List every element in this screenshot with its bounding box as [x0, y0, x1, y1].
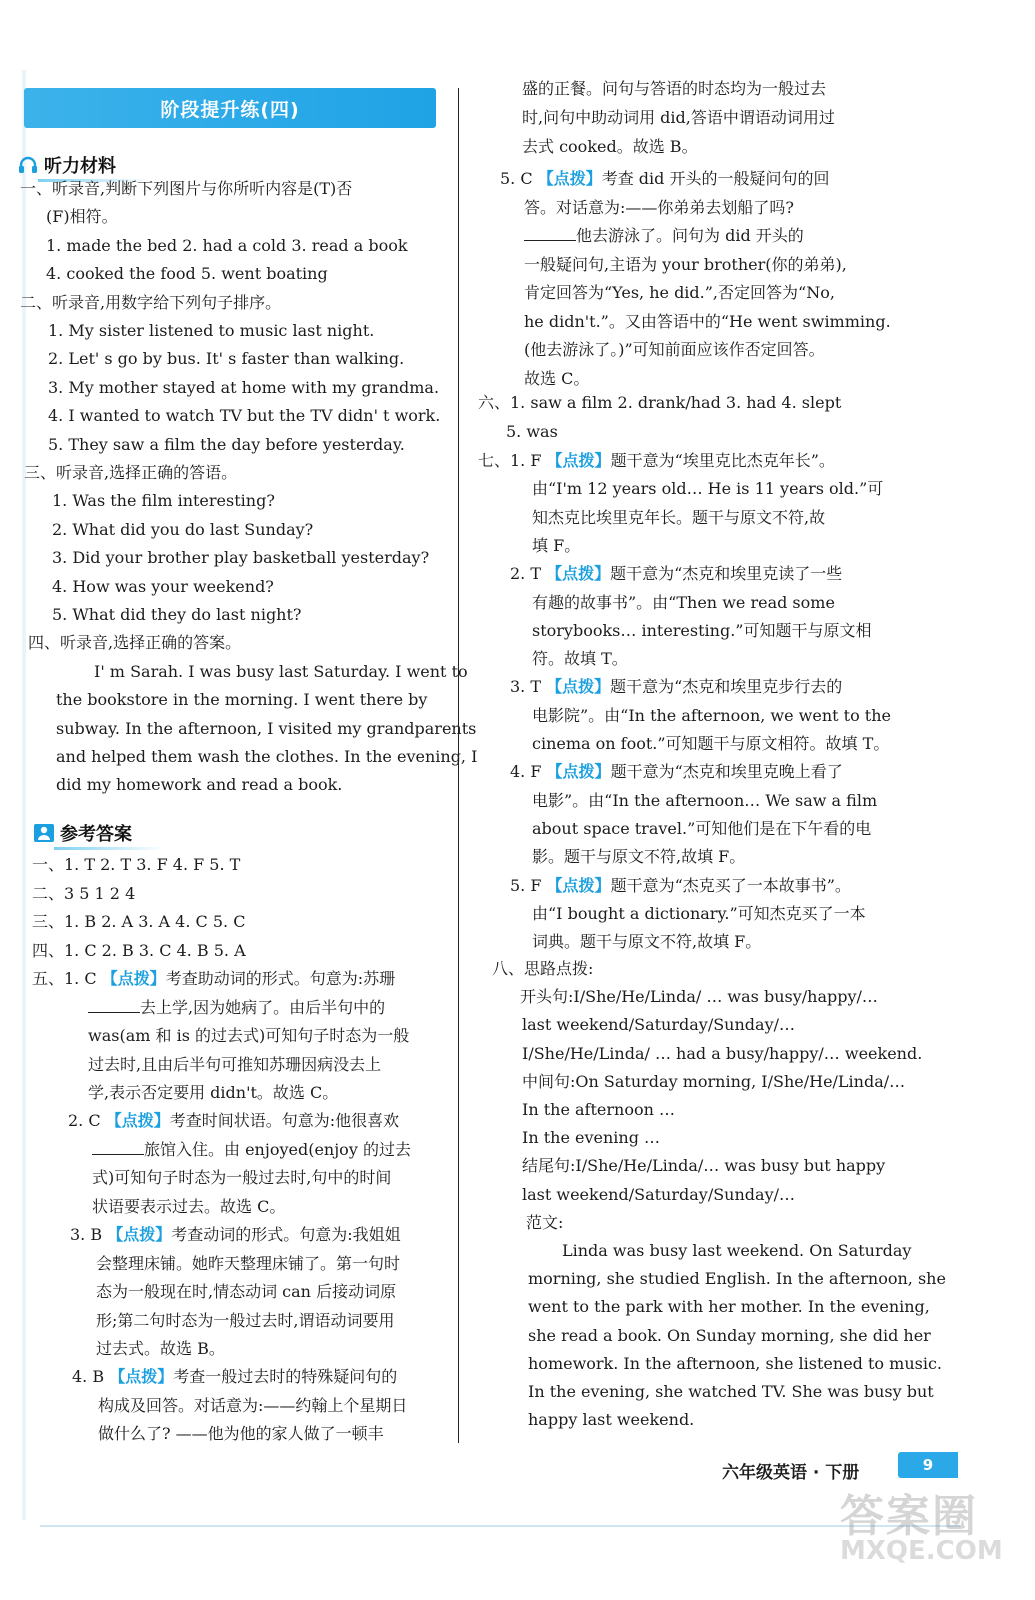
writing-line: 范文: [526, 1212, 564, 1232]
tip-text: 式)可知句子时态为一般过去时,句中的时间 [92, 1168, 392, 1187]
explanation-line [532, 846, 745, 868]
blank-line [88, 998, 140, 1013]
listening-line: 1. My sister listened to music last night. [48, 321, 375, 340]
tip-text: 考查 did 开头的一般疑问句的回 [601, 169, 830, 188]
person-icon [34, 824, 54, 842]
watermark-cn: 答案圈 [840, 1491, 978, 1542]
footer-title: 六年级英语 · 下册 [722, 1463, 860, 1483]
explanation-line [98, 1395, 407, 1417]
listening-heading-label: 听力材料 [44, 156, 116, 177]
explanation-line [524, 339, 825, 361]
listening-line: 5. What did they do last night? [52, 605, 302, 624]
answer-line: 四、1. C 2. B 3. C 4. B 5. A [32, 940, 246, 960]
explanation-line [532, 705, 891, 727]
answer-line: 一、1. T 2. T 3. F 4. F 5. T [32, 855, 241, 874]
listening-line: (F)相符。 [46, 207, 118, 227]
tip-tag: 【点拨】 [546, 762, 611, 782]
listening-line: 三、听录音,选择正确的答语。 [24, 463, 238, 482]
explanation-line [96, 1338, 225, 1360]
writing-line: Linda was busy last weekend. On Saturday [562, 1241, 912, 1260]
answer-key: 2. C [68, 1111, 106, 1130]
tip-text: 态为一般现在时,情态动词 can 后接动词原 [96, 1282, 397, 1301]
answer-key: 七、1. F [478, 451, 547, 470]
explanation-line [72, 1366, 397, 1388]
tip-text: 电影”。由“In the afternoon… We saw a film [532, 790, 878, 810]
banner-title: 阶段提升练(四) [160, 98, 300, 121]
explanation-line [32, 968, 395, 990]
explanation-line [96, 1281, 396, 1303]
explanation-line [532, 478, 883, 500]
writing-line: homework. In the afternoon, she listened to music. [528, 1353, 942, 1373]
listening-line: did my homework and read a book. [56, 775, 343, 795]
explanation-line [96, 1253, 400, 1275]
explanation-line [98, 1423, 384, 1445]
writing-line: 中间句:On Saturday morning, I/She/He/Linda/… [522, 1071, 906, 1091]
tip-text: 构成及回答。对话意为:——约翰上个星期日 [98, 1395, 408, 1415]
tip-text: 知杰克比埃里克年长。题干与原文不符,故 [532, 507, 826, 527]
explanation-line [524, 311, 891, 333]
writing-line: 结尾句:I/She/He/Linda/… was busy but happy [522, 1156, 886, 1176]
answer-key: 3. T [510, 677, 547, 697]
heading-underline [54, 847, 164, 850]
answer-key: 3. B [70, 1225, 108, 1244]
tip-tag: 【点拨】 [546, 564, 611, 584]
tip-text: 题干意为“杰克和埃里克晚上看了 [610, 762, 843, 782]
tip-text: 会整理床铺。她昨天整理床铺了。第一句时 [96, 1253, 401, 1273]
tip-text: cinema on foot.”可知题干与原文相符。故填 T。 [532, 734, 890, 753]
explanation-line [96, 1310, 394, 1332]
tip-tag: 【点拨】 [101, 969, 166, 988]
tip-text: 故选 C。 [524, 368, 590, 388]
tip-text: 答。对话意为:——你弟弟去划船了吗? [524, 197, 794, 217]
answer-key: 五、1. C [32, 969, 102, 988]
explanation-line [510, 563, 842, 585]
tip-text: 做什么了? ——他为他的家人做了一顿丰 [98, 1424, 384, 1443]
answer-key: 4. F [510, 762, 547, 782]
explanation-line: 时,问句中助动词用 did,答语中谓语动词用过 [522, 108, 835, 127]
listening-line: 4. How was your weekend? [52, 576, 274, 596]
answer-key: 4. B [72, 1367, 110, 1386]
tip-text: 题干意为“埃里克比杰克年长”。 [610, 451, 835, 470]
explanation-line [510, 676, 842, 698]
writing-line: In the evening, she watched TV. She was busy but [528, 1382, 934, 1401]
blank-line [92, 1140, 144, 1155]
explanation-line [510, 761, 843, 783]
watermark-en: MXQE.COM [840, 1536, 1003, 1566]
explanation-line [532, 648, 628, 670]
answer-line: 三、1. B 2. A 3. A 4. C 5. C [32, 912, 246, 931]
tip-text: 状语要表示过去。故选 C。 [92, 1196, 286, 1216]
listening-line: 1. Was the film interesting? [52, 491, 275, 511]
explanation-line [532, 620, 871, 642]
explanation-line [92, 1196, 285, 1218]
explanation-line [532, 931, 761, 953]
listening-line: 2. What did you do last Sunday? [52, 519, 314, 539]
tip-text: 由“I bought a dictionary.”可知杰克买了一本 [532, 903, 866, 923]
explanation-line [88, 1082, 338, 1104]
listening-line: subway. In the afternoon, I visited my grandparents [56, 718, 477, 738]
listening-line: 4. I wanted to watch TV but the TV didn' t work. [48, 406, 441, 426]
tip-text: 题干意为“杰克买了一本故事书”。 [610, 875, 851, 895]
listening-line: 1. made the bed 2. had a cold 3. read a book [46, 235, 408, 255]
listening-line: 一、听录音,判断下列图片与你所听内容是(T)否 [20, 179, 353, 198]
explanation-line: 去式 cooked。故选 B。 [522, 137, 698, 156]
explanation-line [532, 592, 835, 614]
tip-text: 过去时,且由后半句可推知苏珊因病没去上 [88, 1054, 382, 1074]
tip-text: 考查一般过去时的特殊疑问句的 [173, 1367, 398, 1386]
listening-line: I' m Sarah. I was busy last Saturday. I went to [94, 661, 468, 681]
tip-text: 学,表示否定要用 didn't。故选 C。 [88, 1083, 339, 1102]
tip-text: 过去式。故选 B。 [96, 1339, 225, 1358]
tip-text: 电影院”。由“In the afternoon, we went to the [532, 705, 892, 725]
writing-line: In the evening … [522, 1128, 661, 1148]
tip-text: 有趣的故事书”。由“Then we read some [532, 592, 835, 612]
tip-text: about space travel.”可知他们是在下午看的电 [532, 818, 872, 838]
answer-key: 2. T [510, 564, 547, 584]
writing-line: last weekend/Saturday/Sunday/… [522, 1015, 795, 1035]
tip-tag: 【点拨】 [546, 451, 611, 470]
tip-text: 肯定回答为“Yes, he did.”,否定回答为“No, [524, 283, 835, 302]
tip-text: 一般疑问句,主语为 your brother(你的弟弟), [524, 254, 847, 274]
blank-line [524, 226, 576, 241]
tip-text: 旅馆入住。由 enjoyed(enjoy 的过去 [144, 1139, 411, 1159]
answer-line: 二、3 5 1 2 4 [32, 883, 136, 903]
writing-line: I/She/He/Linda/ … had a busy/happy/… weekend. [522, 1043, 923, 1063]
explanation-line [88, 1025, 409, 1047]
writing-line: happy last weekend. [528, 1410, 695, 1430]
tip-tag: 【点拨】 [537, 169, 602, 188]
listening-line: 3. My mother stayed at home with my grandma. [48, 377, 440, 397]
explanation-line: 盛的正餐。问句与答语的时态均为一般过去 [522, 79, 827, 98]
listening-line: 四、听录音,选择正确的答案。 [28, 633, 242, 653]
explanation-line [532, 733, 889, 755]
explanation-line [532, 790, 877, 812]
tip-tag: 【点拨】 [107, 1225, 172, 1244]
explanation-line [500, 168, 829, 190]
writing-line: last weekend/Saturday/Sunday/… [522, 1184, 795, 1204]
explanation-line [532, 903, 866, 925]
explanation-line [524, 225, 804, 247]
answers-heading [34, 820, 132, 846]
writing-line: 八、思路点拨: [492, 959, 594, 978]
explanation-line [532, 818, 871, 840]
page-number: 9 [898, 1452, 958, 1478]
headphone-icon [18, 156, 38, 174]
writing-line: morning, she studied English. In the afternoon, she [528, 1269, 946, 1289]
tip-text: 符。故填 T。 [532, 649, 628, 669]
tip-tag: 【点拨】 [109, 1367, 174, 1386]
tip-text: 考查助动词的形式。句意为:苏珊 [165, 969, 396, 988]
explanation-line [478, 450, 835, 472]
tip-text: 考查动词的形式。句意为:我姐姐 [171, 1225, 401, 1244]
explanation-line [524, 368, 589, 390]
listening-line: and helped them wash the clothes. In the evening, I [56, 747, 478, 766]
tip-text: 词典。题干与原文不符,故填 F。 [532, 932, 762, 952]
answer-line: 六、1. saw a film 2. drank/had 3. had 4. slept [478, 393, 842, 412]
explanation-line [68, 1110, 399, 1132]
tip-text: 考查时间状语。句意为:他很喜欢 [169, 1111, 400, 1130]
explanation-line [70, 1224, 401, 1246]
tip-tag: 【点拨】 [546, 677, 611, 697]
listening-line: 二、听录音,用数字给下列句子排序。 [20, 292, 282, 312]
tip-text: 填 F。 [532, 535, 581, 555]
explanation-line [524, 254, 847, 276]
tip-text: was(am 和 is 的过去式)可知句子时态为一般 [88, 1026, 410, 1045]
answer-key: 5. F [510, 875, 547, 895]
tip-text: 影。题干与原文不符,故填 F。 [532, 847, 746, 867]
tip-text: (他去游泳了。)”可知前面应该作否定回答。 [524, 340, 825, 359]
explanation-line [532, 535, 580, 557]
explanation-line [524, 197, 794, 219]
tip-text: 题干意为“杰克和埃里克读了一些 [610, 564, 843, 584]
answer-line: 5. was [506, 422, 558, 441]
writing-line: 开头句:I/She/He/Linda/ … was busy/happy/… [520, 987, 878, 1007]
explanation-line [510, 875, 851, 897]
answer-key: 5. C [500, 169, 538, 188]
listening-heading [18, 152, 116, 178]
watermark-logo [840, 1480, 1010, 1590]
tip-tag: 【点拨】 [105, 1111, 170, 1130]
explanation-line [92, 1167, 391, 1189]
listening-line: 2. Let' s go by bus. It' s faster than walking. [48, 349, 405, 369]
explanation-line [524, 282, 835, 304]
listening-line: 4. cooked the food 5. went boating [46, 264, 328, 284]
writing-line: she read a book. On Sunday morning, she did her [528, 1325, 931, 1345]
answers-heading-label: 参考答案 [60, 824, 132, 845]
tip-text: 形;第二句时态为一般过去时,谓语动词要用 [96, 1310, 395, 1330]
listening-line: 5. They saw a film the day before yesterday. [48, 434, 405, 454]
listening-line: the bookstore in the morning. I went there by [56, 690, 428, 710]
writing-line: In the afternoon … [522, 1100, 675, 1119]
tip-text: he didn't.”。又由答语中的“He went swimming. [524, 311, 891, 331]
explanation-line [92, 1139, 411, 1161]
tip-tag: 【点拨】 [546, 875, 611, 895]
tip-text: 去上学,因为她病了。由后半句中的 [140, 997, 386, 1017]
listening-line: 3. Did your brother play basketball yesterday? [52, 548, 430, 568]
tip-text: 题干意为“杰克和埃里克步行去的 [610, 677, 843, 697]
writing-line: went to the park with her mother. In the evening, [528, 1297, 930, 1317]
explanation-line [88, 1054, 381, 1076]
explanation-line [532, 507, 825, 529]
tip-text: storybooks… interesting.”可知题干与原文相 [532, 620, 872, 640]
section-banner [24, 88, 436, 128]
tip-text: 由“I'm 12 years old… He is 11 years old.”可 [532, 479, 884, 499]
tip-text: 他去游泳了。问句为 did 开头的 [576, 226, 804, 245]
bottom-rule [40, 1525, 960, 1527]
explanation-line [88, 997, 385, 1019]
page-edge [22, 70, 26, 1520]
